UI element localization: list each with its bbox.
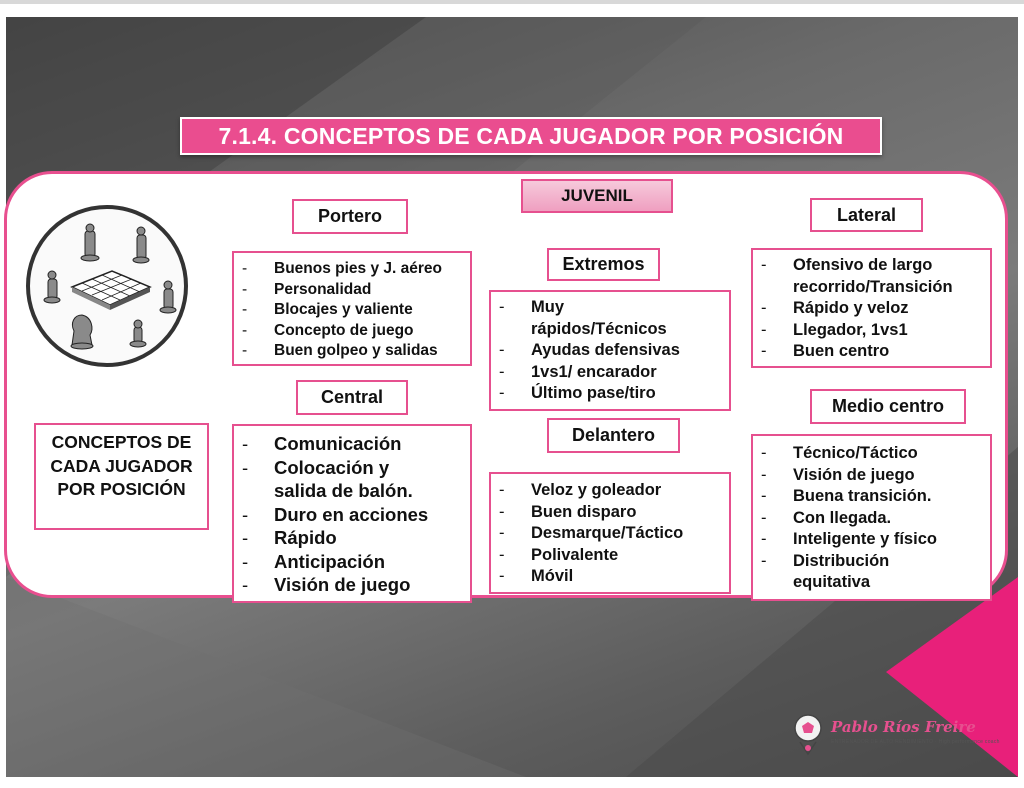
medio-centro-list-box — [751, 434, 992, 601]
central-header: Central — [296, 380, 408, 415]
list-item: - Buena transición. — [753, 486, 953, 508]
list-item: - Colocación y salida de balón. — [234, 456, 434, 503]
delantero-list-box — [489, 472, 731, 594]
lateral-list-box — [751, 248, 992, 368]
lateral-header: Lateral — [810, 198, 923, 232]
central-list-box — [232, 424, 472, 603]
list-item: - Inteligente y físico — [753, 529, 953, 551]
logo-name: Pablo Ríos Freire — [831, 718, 976, 736]
brand-logo — [786, 710, 1000, 770]
slide-title: 7.1.4. CONCEPTOS DE CADA JUGADOR POR POSICIÓN — [180, 117, 882, 155]
delantero-list — [491, 480, 729, 588]
central-list — [234, 432, 434, 597]
extremos-list-box — [489, 290, 731, 411]
list-item: - Visión de juego — [753, 465, 953, 487]
list-item: - Anticipación — [234, 550, 434, 574]
list-item: - Desmarque/Táctico — [491, 523, 729, 545]
list-item: - Con llegada. — [753, 508, 953, 530]
list-item: - Comunicación — [234, 432, 434, 456]
list-item: - Blocajes y valiente — [234, 300, 470, 321]
portero-list-box — [232, 251, 472, 366]
list-item: - Rápido y veloz — [753, 298, 978, 320]
list-item: - 1vs1/ encarador — [491, 362, 691, 384]
soccer-ball-logo-icon — [788, 712, 828, 758]
extremos-list — [491, 297, 691, 405]
list-item: - Ofensivo de largo recorrido/Transición — [753, 255, 978, 298]
list-item: - Llegador, 1vs1 — [753, 320, 978, 342]
list-item: - Visión de juego — [234, 573, 434, 597]
list-item: - Último pase/tiro — [491, 383, 691, 405]
list-item: - Buenos pies y J. aéreo — [234, 259, 470, 280]
lateral-list — [753, 255, 978, 363]
juvenil-label: JUVENIL — [521, 179, 673, 213]
list-item: - Veloz y goleador — [491, 480, 729, 502]
list-item: - Personalidad — [234, 280, 470, 301]
list-item: - Móvil — [491, 566, 729, 588]
list-item: - Técnico/Táctico — [753, 443, 953, 465]
list-item: - Distribución equitativa — [753, 551, 953, 594]
logo-subtitle: ENTRENADOR DE ALTO RENDIMIENTO · High performance coach — [831, 739, 1000, 745]
portero-header: Portero — [292, 199, 408, 234]
portero-list — [234, 259, 470, 362]
medio-centro-header: Medio centro — [810, 389, 966, 424]
list-item: - Buen centro — [753, 341, 978, 363]
list-item: - Muy rápidos/Técnicos — [491, 297, 651, 340]
list-item: - Buen disparo — [491, 502, 729, 524]
chess-pieces-icon — [30, 209, 184, 363]
top-strip — [0, 0, 1024, 4]
list-item: - Polivalente — [491, 545, 729, 567]
list-item: - Buen golpeo y salidas — [234, 341, 470, 362]
list-item: - Rápido — [234, 526, 434, 550]
concept-box: CONCEPTOS DE CADA JUGADOR POR POSICIÓN — [34, 423, 209, 530]
medio-centro-list — [753, 443, 953, 594]
delantero-header: Delantero — [547, 418, 680, 453]
list-item: - Ayudas defensivas — [491, 340, 691, 362]
extremos-header: Extremos — [547, 248, 660, 281]
list-item: - Duro en acciones — [234, 503, 434, 527]
list-item: - Concepto de juego — [234, 321, 470, 342]
chess-illustration — [26, 205, 188, 367]
